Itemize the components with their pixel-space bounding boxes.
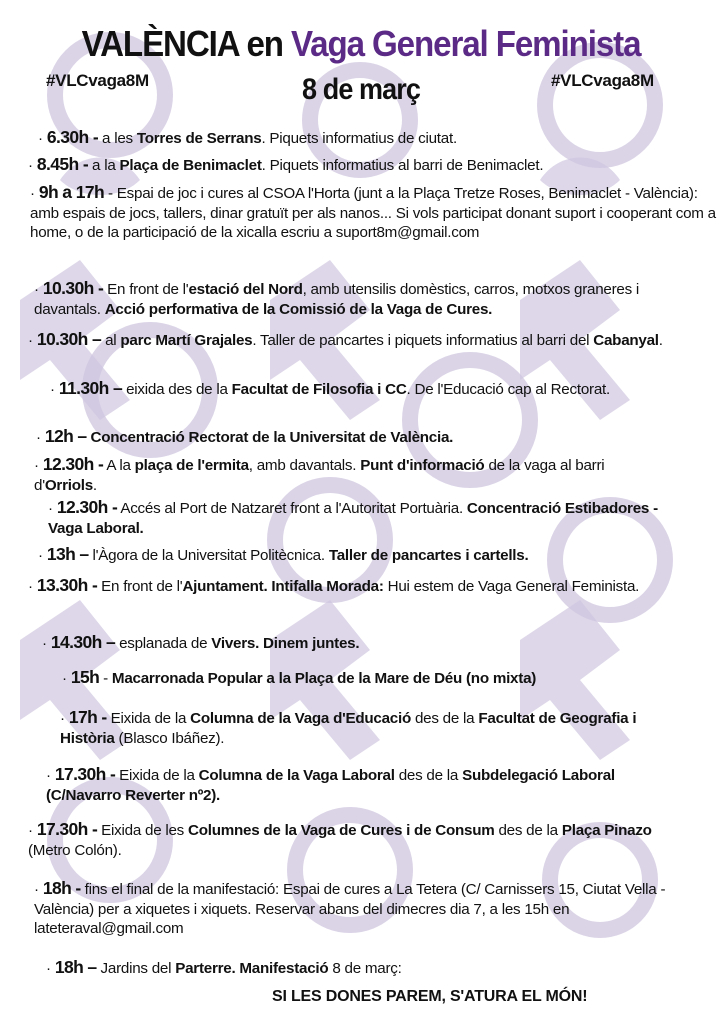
entry-text: des de la — [494, 822, 562, 839]
entry-text: des de la — [411, 710, 479, 727]
entry-highlight: Columnes de la Vaga de Cures i de Consum — [188, 822, 495, 839]
schedule-entry — [46, 958, 666, 979]
schedule-entry — [30, 183, 720, 243]
entry-highlight: Facultat de Filosofia i CC — [231, 381, 407, 398]
bullet-mark: · — [28, 578, 33, 595]
entry-time: 15h — [70, 667, 100, 687]
schedule-entry — [38, 545, 678, 566]
poster-title — [29, 22, 693, 66]
entry-highlight: Subdelegació Laboral (C/Navarro Reverter nº2). — [46, 767, 615, 804]
event-date: 8 de març — [302, 73, 420, 106]
entry-time: 12h – — [44, 426, 87, 446]
entry-highlight: estació del Nord — [188, 281, 303, 298]
entry-text: (Metro Colón). — [28, 841, 122, 859]
bullet-mark: · — [38, 130, 43, 147]
entry-highlight: Taller de pancartes i cartells. — [328, 547, 529, 564]
entry-text: esplanada de — [115, 635, 212, 652]
entry-highlight: Cabanyal — [593, 332, 659, 349]
entry-text: . De l'Educació cap al Rectorat. — [406, 381, 610, 398]
entry-text: - Espai de joc i cures al CSOA l'Horta (junt a la Plaça Tretze Roses, Benimaclet - València): amb espais de jocs, tallers, dinar gratuït per als nanos... Si vols participat donant suport i cooperant com a home, o de la participació de la xicalla escriu a suport8m@gmail.com — [30, 185, 716, 241]
schedule-entry — [34, 279, 674, 319]
schedule-entry — [34, 879, 714, 939]
entry-text: . Piquets informatius de ciutat. — [261, 130, 457, 147]
entry-text: . Taller de pancartes i piquets informatius al barri del — [252, 332, 594, 349]
entry-highlight: Macarronada Popular a la Plaça de la Mare de Déu (no mixta) — [111, 670, 537, 687]
schedule-entry — [28, 576, 678, 597]
schedule-entry — [28, 155, 688, 176]
bullet-mark: · — [34, 281, 39, 298]
schedule-entry — [50, 379, 650, 400]
entry-text: al — [101, 332, 121, 349]
entry-text: , amb davantals. — [248, 457, 361, 474]
entry-highlight: plaça de l'ermita — [134, 457, 249, 474]
entry-highlight: Plaça Pinazo — [561, 822, 652, 839]
entry-time: 9h a 17h — [38, 182, 105, 202]
entry-text: Eixida de la — [106, 710, 191, 727]
entry-text: Eixida de les — [97, 822, 188, 839]
entry-text: . Piquets informatius al barri de Benimaclet. — [261, 157, 544, 174]
entry-highlight: Ajuntament. Intifalla Morada: — [182, 578, 384, 595]
hashtag-left: #VLCvaga8M — [46, 71, 149, 90]
entry-text: (Blasco Ibáñez). — [114, 729, 225, 747]
bullet-mark: · — [50, 381, 55, 398]
entry-text: l'Àgora de la Universitat Politècnica. — [88, 547, 329, 564]
entry-text: A la — [103, 457, 135, 474]
entry-time: 6.30h - — [46, 127, 99, 147]
entry-time: 17.30h - — [36, 819, 98, 839]
bullet-mark: · — [62, 670, 67, 687]
entry-time: 13h – — [46, 544, 89, 564]
entry-time: 18h - — [42, 878, 81, 898]
entry-highlight: Columna de la Vaga Laboral — [198, 767, 395, 784]
entry-time: 17.30h - — [54, 764, 116, 784]
bullet-mark: · — [46, 960, 51, 977]
entry-text: des de la — [394, 767, 463, 784]
entry-text: , amb utensilis domèstics, carros, motxos graneres i davantals. — [34, 281, 640, 318]
entry-text: de la vaga al barri d' — [34, 457, 605, 494]
entry-text: - — [99, 670, 112, 687]
schedule-entry — [28, 330, 678, 351]
bullet-mark: · — [28, 822, 33, 839]
entry-time: 18h – — [54, 957, 97, 977]
entry-highlight: parc Martí Grajales — [120, 332, 253, 349]
entry-text: Jardins del — [96, 960, 176, 977]
entry-highlight: Plaça de Benimaclet — [119, 157, 262, 174]
entry-highlight: Concentració Rectorat de la Universitat de València. — [86, 429, 454, 446]
schedule-entry — [36, 427, 636, 448]
bullet-mark: · — [38, 547, 43, 564]
entry-highlight: Punt d'informació — [360, 457, 485, 474]
entry-time: 8.45h - — [36, 154, 89, 174]
schedule-entry — [46, 765, 686, 805]
entry-time: 10.30h - — [42, 278, 104, 298]
entry-highlight: Vivers. Dinem juntes. — [211, 635, 360, 652]
entry-text: Hui estem de Vaga General Feminista. — [383, 578, 640, 595]
title-city: VALÈNCIA en — [81, 23, 292, 64]
entry-time: 14.30h – — [50, 632, 116, 652]
slogan: SI LES DONES PAREM, S'ATURA EL MÓN! — [272, 988, 588, 1005]
entry-text: Eixida de la — [115, 767, 199, 784]
entry-text: fins el final de la manifestació: Espai de cures a La Tetera (C/ Carnissers 15, Ciutat Vella - València) per a xiquetes i xiquets. Reservar abans del dimecres dia 7, a les 15h en lateteraval@gmail.com — [34, 881, 666, 937]
bullet-mark: · — [30, 185, 35, 202]
bullet-mark: · — [34, 881, 39, 898]
entry-text: Accés al Port de Natzaret front a l'Autoritat Portuària. — [117, 500, 467, 517]
schedule-entry — [62, 668, 682, 689]
entry-text: a les — [98, 130, 137, 147]
bullet-mark: · — [60, 710, 65, 727]
entry-text: En front de l' — [97, 578, 183, 595]
bullet-mark: · — [42, 635, 47, 652]
bullet-mark: · — [36, 429, 41, 446]
entry-time: 11.30h – — [58, 378, 123, 398]
bullet-mark: · — [28, 157, 33, 174]
schedule-entry — [60, 708, 680, 748]
bullet-mark: · — [48, 500, 53, 517]
entry-text: a la — [88, 157, 120, 174]
schedule-entry — [38, 128, 678, 149]
bullet-mark: · — [46, 767, 51, 784]
bullet-mark: · — [28, 332, 33, 349]
entry-time: 10.30h – — [36, 329, 102, 349]
entry-text: 8 de març: — [328, 960, 402, 977]
entry-highlight: Parterre. Manifestació — [175, 960, 329, 977]
schedule-entry — [48, 498, 668, 538]
entry-text: En front de l' — [103, 281, 189, 298]
schedule-entry — [42, 633, 642, 654]
entry-highlight: Columna de la Vaga d'Educació — [190, 710, 411, 727]
entry-time: 12.30h - — [42, 454, 104, 474]
entry-text: eixida des de la — [122, 381, 232, 398]
entry-time: 17h - — [68, 707, 107, 727]
entry-text: . — [92, 476, 97, 494]
entry-highlight: Orriols — [44, 476, 93, 494]
entry-highlight: Concentració Estibadores - Vaga Laboral. — [48, 500, 658, 537]
hashtag-right: #VLCvaga8M — [551, 71, 654, 90]
schedule-entry — [34, 455, 654, 495]
entry-highlight: Torres de Serrans — [136, 130, 262, 147]
title-strike: Vaga General Feminista — [291, 23, 641, 64]
schedule-entry — [28, 820, 688, 860]
entry-highlight: Acció performativa de la Comissió de la Vaga de Cures. — [104, 300, 493, 318]
bullet-mark: · — [34, 457, 39, 474]
entry-text: . — [658, 332, 663, 349]
entry-time: 12.30h - — [56, 497, 118, 517]
entry-time: 13.30h - — [36, 575, 98, 595]
entry-highlight: Facultat de Geografia i Història — [60, 710, 637, 747]
